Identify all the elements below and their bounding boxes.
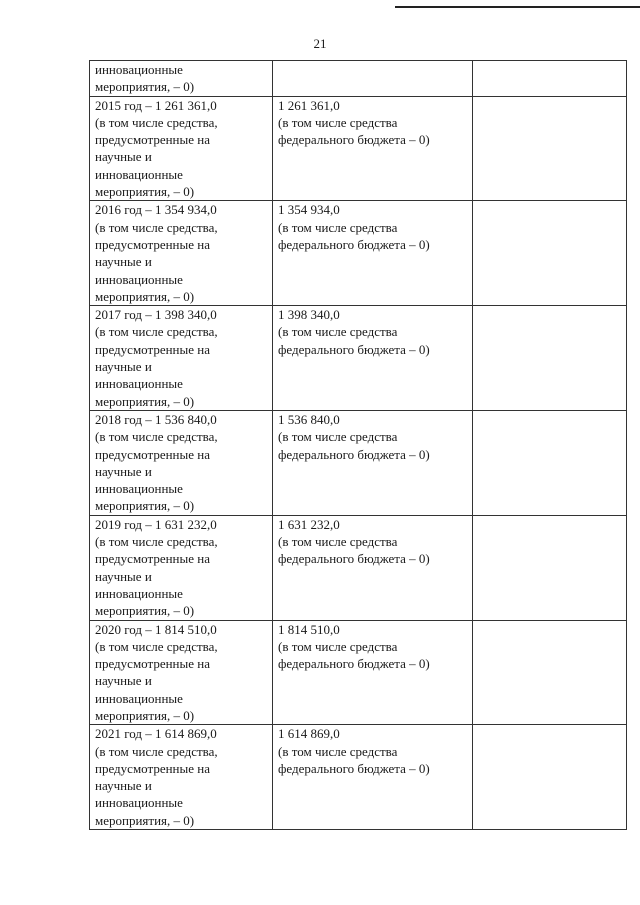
table-row [90, 306, 627, 411]
empty-cell [473, 620, 627, 725]
year-total-cell: 2018 год – 1 536 840,0 (в том числе средства, предусмотренные на научные и инновационные мероприятия, – 0) [90, 410, 273, 515]
funding-table-body [90, 61, 627, 830]
amount-cell: 1 398 340,0 (в том числе средства федерального бюджета – 0) [273, 306, 473, 411]
year-total-cell: инновационные мероприятия, – 0) [90, 61, 273, 97]
year-total-cell: 2019 год – 1 631 232,0 (в том числе средства, предусмотренные на научные и инновационные мероприятия, – 0) [90, 515, 273, 620]
amount-cell: 1 536 840,0 (в том числе средства федерального бюджета – 0) [273, 410, 473, 515]
empty-cell [473, 61, 627, 97]
year-total-cell: 2016 год – 1 354 934,0 (в том числе средства, предусмотренные на научные и инновационные мероприятия, – 0) [90, 201, 273, 306]
amount-cell: 1 614 869,0 (в том числе средства федерального бюджета – 0) [273, 725, 473, 830]
table-row [90, 620, 627, 725]
amount-cell [273, 61, 473, 97]
amount-cell: 1 354 934,0 (в том числе средства федерального бюджета – 0) [273, 201, 473, 306]
empty-cell [473, 201, 627, 306]
empty-cell [473, 306, 627, 411]
page-number: 21 [313, 36, 327, 51]
table-row [90, 96, 627, 201]
empty-cell [473, 515, 627, 620]
amount-cell: 1 814 510,0 (в том числе средства федерального бюджета – 0) [273, 620, 473, 725]
empty-cell [473, 410, 627, 515]
table-row [90, 410, 627, 515]
year-total-cell: 2021 год – 1 614 869,0 (в том числе средства, предусмотренные на научные и инновационные мероприятия, – 0) [90, 725, 273, 830]
header-rule [395, 6, 640, 8]
table-row [90, 515, 627, 620]
year-total-cell: 2015 год – 1 261 361,0 (в том числе средства, предусмотренные на научные и инновационные мероприятия, – 0) [90, 96, 273, 201]
empty-cell [473, 96, 627, 201]
amount-cell: 1 631 232,0 (в том числе средства федерального бюджета – 0) [273, 515, 473, 620]
funding-table [89, 60, 627, 830]
amount-cell: 1 261 361,0 (в том числе средства федерального бюджета – 0) [273, 96, 473, 201]
table-row [90, 725, 627, 830]
empty-cell [473, 725, 627, 830]
table-row [90, 201, 627, 306]
year-total-cell: 2017 год – 1 398 340,0 (в том числе средства, предусмотренные на научные и инновационные мероприятия, – 0) [90, 306, 273, 411]
table-row [90, 61, 627, 97]
year-total-cell: 2020 год – 1 814 510,0 (в том числе средства, предусмотренные на научные и инновационные мероприятия, – 0) [90, 620, 273, 725]
